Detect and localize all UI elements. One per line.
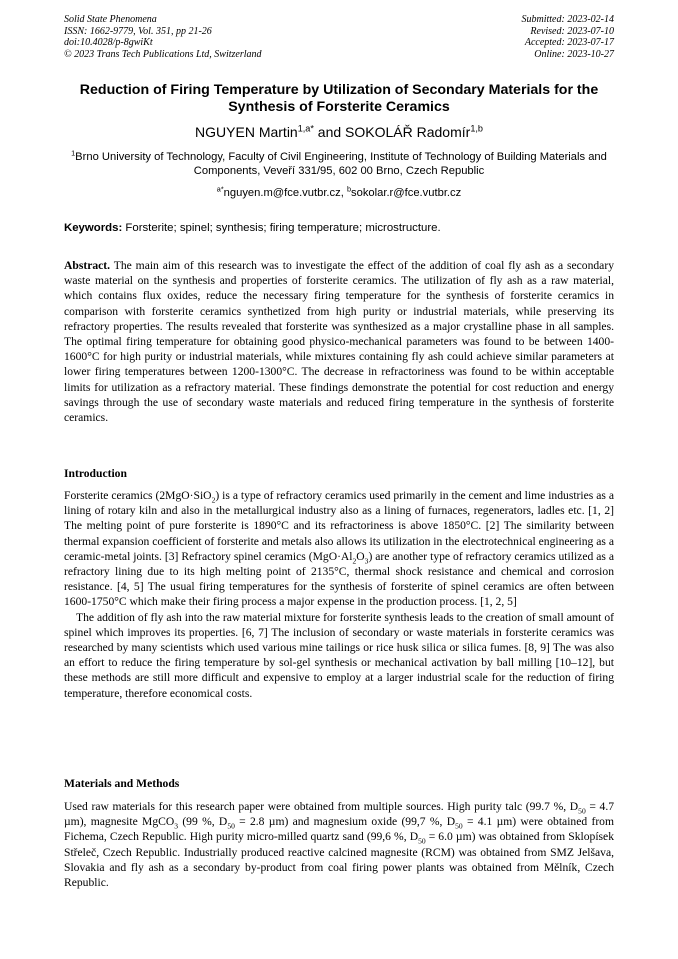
mm-text-5: = 4.1 µm) were obtained from Fichema, Czech Republic. High purity micro-milled quartz sand (99,6 %, D: [64, 815, 615, 844]
author-joiner: and: [313, 124, 346, 140]
keywords: [64, 221, 614, 235]
email-a-sup: a*: [216, 184, 224, 194]
affiliation: [64, 150, 614, 178]
affiliation-text: Brno University of Technology, Faculty of Civil Engineering, Institute of Technology of Building Materials and Components, Veveří 331/95, 602 00 Brno, Czech Republic: [75, 151, 607, 177]
keywords-label: Keywords:: [64, 222, 123, 234]
revised-date: Revised: 2023-07-10: [530, 25, 614, 37]
journal-name: Solid State Phenomena: [64, 14, 157, 25]
doi-line: doi:10.4028/p-8gwiKt: [64, 37, 153, 49]
abstract: [64, 258, 614, 425]
intro-p1-text-2: ) is a type of refractory ceramics used primarily in the cement and lime industries as a lining of rotary kiln and also in the metallurgical industry also as a lining of furnaces, regenerators, ladles etc. [1, 2] The melting point of pure forsterite is 1890°C and its refractoriness is above 1850°C. [2] The similarity between thermal expansion coefficient of forsterite and metals also allows its utilization in the electrotechnical engineering as a ceramic-metal joints. [3] Refractory spinel ceramics (MgO·Al: [64, 489, 614, 563]
intro-p1-sub-2: 2: [352, 556, 357, 566]
mm-sub-2: 3: [174, 821, 179, 831]
intro-paragraph-2: The addition of fly ash into the raw material mixture for forsterite synthesis leads to the creation of small amount of spinel which improves its properties. [6, 7] The inclusion of secondary or waste materials in forsterite ceramics was researched by many scientists which used various mine tailings or rice husk silica or silica fumes. [8, 9] The was also an effort to reduce the firing temperature by sol-gel synthesis or mechanical activation by ball milling [10–12], but these methods are still more difficult and expensive to employ at a larger industrial scale for the reduction of firing temperature, therefore economical costs.: [64, 610, 614, 700]
mm-sub-4: 50: [455, 821, 463, 831]
email-b-link[interactable]: sokolar.r@fce.vutbr.cz: [351, 187, 462, 199]
mm-text-4: = 2.8 µm) and magnesium oxide (99,7 %, D: [234, 815, 456, 829]
author-2: SOKOLÁŘ Radomír: [345, 124, 471, 140]
mm-text-3: (99 %, D: [178, 815, 228, 829]
introduction-heading: Introduction: [64, 467, 127, 480]
intro-p1-text-3: O: [356, 549, 365, 563]
author-1: NGUYEN Martin: [195, 124, 298, 140]
journal-info: [64, 14, 364, 60]
email-b-sup: b: [346, 184, 351, 194]
mm-sub-3: 50: [227, 821, 235, 831]
intro-p1-text-4: ) are another type of refractory ceramics utilized as a refractory lining due to its high melting point of 2135°C, thermal shock resistance and chemical and corrosion resistance. [4, 5] The usual firing temperatures for the synthesis of forsterite of spinel ceramics are often between 1600-1750°C which make their firing process a major expense in the production process. [1, 2, 5]: [64, 549, 614, 609]
email-a-link[interactable]: nguyen.m@fce.vutbr.cz: [223, 187, 341, 199]
author-line: [64, 124, 614, 140]
intro-p1-sub-1: 2: [211, 495, 216, 505]
email-separator: ,: [340, 187, 347, 199]
abstract-text: The main aim of this research was to investigate the effect of the addition of coal fly ash as a secondary waste material on the synthesis and properties of forsterite ceramics. The utilization of fly ash as a raw material, which contains flux oxides, reduce the necessary firing temperature for the synthesis of forsterite ceramics in comparison with forsterite ceramics synthetized from high purity or industrial materials, while preserving its refractory properties. The results revealed that forsterite was synthesized as a major crystalline phase in all samples. The optimal firing temperature for obtaining good physico-mechanical parameters was found to be between 1400-1600°C for high purity or industrial materials, while mixtures containing fly ash could achieve similar parameters at lower firing temperatures between 1200-1300°C. The decrease in refractoriness was found to be within acceptable limits for utilization as a refractory material. These findings demonstrate the potential for cost reduction and energy savings through the use of secondary waste materials and reduced firing temperature in the synthesis of forsterite ceramics.: [64, 259, 614, 425]
abstract-label: Abstract.: [64, 259, 111, 272]
intro-p1-text-1: Forsterite ceramics (2MgO·SiO: [64, 489, 212, 502]
affiliation-sup: 1: [71, 148, 76, 158]
materials-heading: Materials and Methods: [64, 777, 180, 790]
online-date: Online: 2023-10-27: [534, 48, 614, 60]
mm-sub-1: 50: [578, 806, 586, 816]
copyright-line: © 2023 Trans Tech Publications Ltd, Switzerland: [64, 48, 262, 60]
issn-line: ISSN: 1662-9779, Vol. 351, pp 21-26: [64, 25, 212, 37]
author-1-sup: 1,a*: [297, 123, 314, 134]
mm-text-1: Used raw materials for this research paper were obtained from multiple sources. High purity talc (99.7 %, D: [64, 800, 579, 813]
author-2-sup: 1,b: [470, 123, 483, 134]
accepted-date: Accepted: 2023-07-17: [524, 37, 614, 49]
dates-info: [374, 14, 614, 60]
mm-text-2: = 4.7 µm), magnesite MgCO: [64, 800, 615, 829]
mm-sub-5: 50: [418, 836, 426, 846]
keywords-text: Forsterite; spinel; synthesis; firing temperature; microstructure.: [122, 222, 441, 234]
materials-paragraph: [64, 799, 614, 890]
intro-paragraph-1: [64, 488, 614, 610]
mm-text-6: = 6.0 µm) was obtained from Sklopísek Střeleč, Czech Republic. Industrially produced reactive calcined magnesite (RCM) was obtained from SMZ Jelšava, Slovakia and fly ash as a secondary by-product from coal firing power plants was obtained from Mělník, Czech Republic.: [64, 830, 614, 890]
email-line: [64, 186, 614, 200]
introduction-body: [64, 488, 614, 701]
paper-title: Reduction of Firing Temperature by Utilization of Secondary Materials for the Synthesis of Forsterite Ceramics: [79, 82, 599, 115]
intro-p1-sub-3: 3: [364, 556, 369, 566]
submitted-date: Submitted: 2023-02-14: [521, 14, 614, 25]
